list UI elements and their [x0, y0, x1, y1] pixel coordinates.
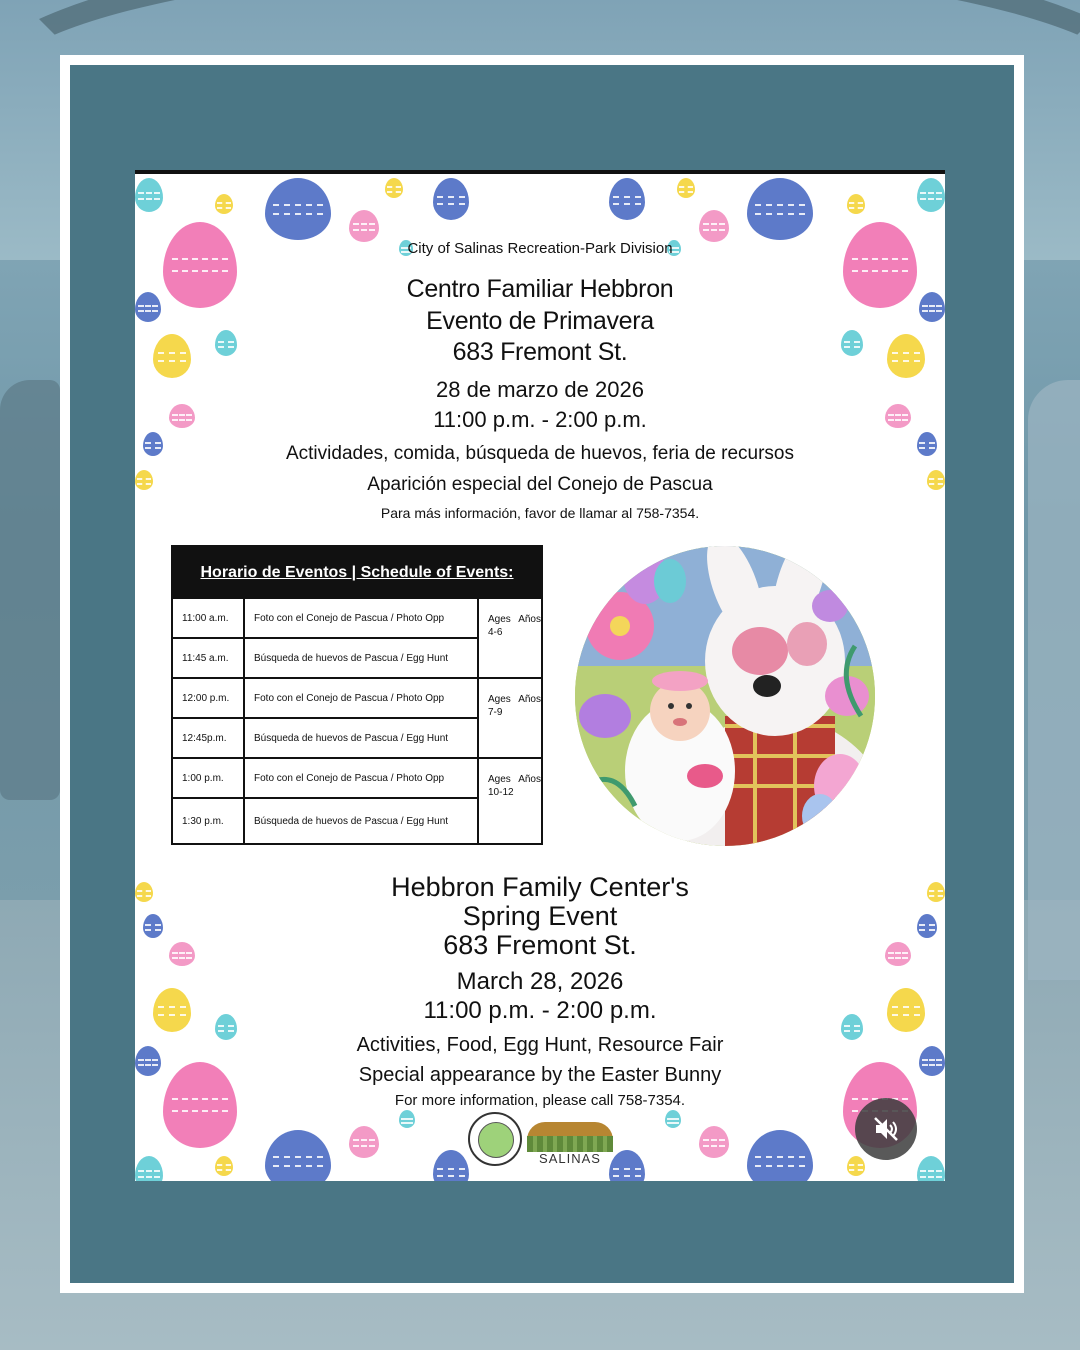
age-label: Años [518, 614, 541, 625]
egg-decoration [135, 1156, 163, 1181]
en-date: March 28, 2026 [456, 968, 624, 995]
city-seal-logo [468, 1112, 522, 1166]
egg-decoration [349, 1126, 379, 1158]
schedule-event: Búsqueda de huevos de Pascua / Egg Hunt [245, 639, 479, 679]
schedule-time: 12:45p.m. [173, 719, 245, 759]
es-contact-info: Para más información, favor de llamar al 758-7354. [380, 505, 700, 521]
logo-field [527, 1136, 613, 1152]
en-address: 683 Fremont St. [443, 930, 637, 960]
egg-decoration [265, 1130, 331, 1181]
age-range: Ages 10-12 [488, 774, 514, 798]
schedule-table [171, 545, 543, 845]
schedule-time: 11:45 a.m. [173, 639, 245, 679]
egg-decoration [135, 178, 163, 212]
egg-decoration [917, 178, 945, 212]
egg-decoration [665, 1110, 681, 1128]
easter-bunny-photo [575, 546, 875, 846]
en-contact-info: For more information, please call 758-7354. [394, 1092, 686, 1109]
egg-decoration [677, 178, 695, 198]
en-special-appearance: Special appearance by the Easter Bunny [358, 1064, 722, 1086]
egg-decoration [747, 178, 813, 240]
egg-decoration [215, 1156, 233, 1176]
organization-name: City of Salinas Recreation-Park Division [407, 240, 673, 257]
en-title-line2: Spring Event [462, 901, 618, 931]
schedule-event: Foto con el Conejo de Pascua / Photo Opp [245, 679, 479, 719]
age-range: Ages 4-6 [488, 614, 511, 638]
en-activities: Activities, Food, Egg Hunt, Resource Fair [356, 1034, 724, 1056]
schedule-event: Búsqueda de huevos de Pascua / Egg Hunt [245, 719, 479, 759]
age-label: Años [518, 694, 541, 705]
schedule-age-group [479, 679, 541, 759]
schedule-event: Foto con el Conejo de Pascua / Photo Opp [245, 599, 479, 639]
schedule-body [173, 599, 541, 843]
egg-decoration [399, 1110, 415, 1128]
speaker-muted-icon [871, 1114, 901, 1144]
egg-decoration [385, 178, 403, 198]
salinas-logo [527, 1114, 615, 1168]
schedule-event: Foto con el Conejo de Pascua / Photo Opp [245, 759, 479, 799]
egg-decoration [847, 194, 865, 214]
es-special-appearance: Aparición especial del Conejo de Pascua [367, 474, 713, 495]
egg-decoration [917, 1156, 945, 1181]
egg-decoration [433, 178, 469, 220]
age-label: Años [518, 774, 541, 785]
egg-decoration [699, 1126, 729, 1158]
en-time: 11:00 p.m. - 2:00 p.m. [423, 997, 657, 1024]
age-range: Ages 7-9 [488, 694, 511, 718]
es-title-line2: Evento de Primavera [426, 307, 654, 335]
egg-decoration [265, 178, 331, 240]
salinas-logo-text: SALINAS [539, 1151, 601, 1166]
es-date: 28 de marzo de 2026 [436, 377, 644, 402]
schedule-time: 12:00 p.m. [173, 679, 245, 719]
event-poster [135, 170, 945, 1181]
schedule-time: 1:00 p.m. [173, 759, 245, 799]
egg-decoration [699, 210, 729, 242]
seal-tree-icon [478, 1122, 514, 1158]
egg-decoration [215, 194, 233, 214]
egg-decoration [747, 1130, 813, 1181]
bunny-illustration [575, 546, 875, 846]
es-address: 683 Fremont St. [452, 338, 628, 366]
mute-button[interactable] [855, 1098, 917, 1160]
egg-decoration [609, 178, 645, 220]
schedule-event: Búsqueda de huevos de Pascua / Egg Hunt [245, 799, 479, 843]
schedule-header: Horario de Eventos | Schedule of Events: [173, 547, 541, 599]
background-person-left [0, 380, 60, 800]
egg-decoration [433, 1150, 469, 1181]
schedule-time: 11:00 a.m. [173, 599, 245, 639]
schedule-age-group [479, 599, 541, 679]
egg-decoration [847, 1156, 865, 1176]
egg-decoration [349, 210, 379, 242]
schedule-time: 1:30 p.m. [173, 799, 245, 843]
en-title-line1: Hebbron Family Center's [391, 872, 689, 902]
es-activities: Actividades, comida, búsqueda de huevos, feria de recursos [285, 443, 795, 464]
es-time: 11:00 p.m. - 2:00 p.m. [433, 407, 647, 432]
schedule-age-group [479, 759, 541, 843]
background-person-right [1028, 380, 1080, 980]
es-title-line1: Centro Familiar Hebbron [406, 275, 674, 303]
